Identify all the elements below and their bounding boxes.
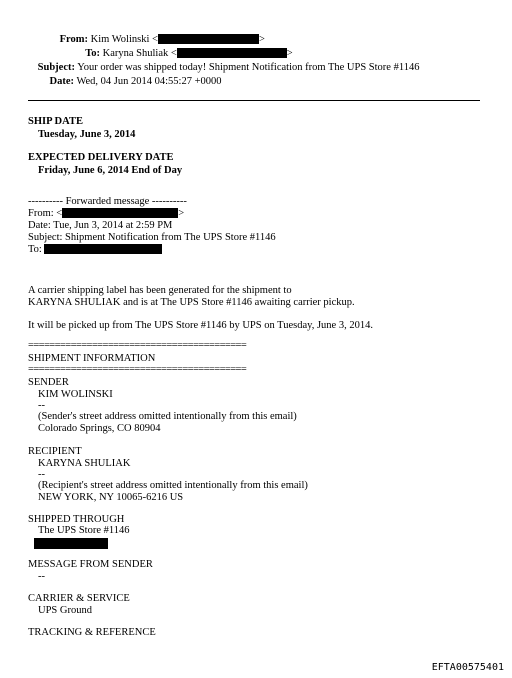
message-label: MESSAGE FROM SENDER (28, 559, 153, 570)
recipient-name: KARYNA SHULIAK (38, 458, 131, 469)
forwarded-subject: Subject: Shipment Notification from The UPS Store #1146 (28, 232, 276, 243)
forwarded-date: Date: Tue, Jun 3, 2014 at 2:59 PM (28, 220, 173, 231)
forwarded-to-label: To: (28, 244, 42, 255)
shipped-through-redaction (34, 537, 108, 550)
redaction-block (34, 538, 108, 549)
forwarded-from-label: From: < (28, 208, 63, 219)
header-from-line (20, 33, 265, 46)
document-id: EFTA00575401 (431, 662, 504, 673)
delivery-date-label: EXPECTED DELIVERY DATE (28, 152, 174, 163)
carrier-value: UPS Ground (38, 605, 92, 616)
sender-name: KIM WOLINSKI (38, 389, 113, 400)
sender-note: (Sender's street address omitted intentionally from this email) (38, 411, 297, 422)
separator-top: ========================================= (28, 340, 247, 351)
body-line-2: KARYNA SHULIAK and is at The UPS Store #1146 awaiting carrier pickup. (28, 297, 355, 308)
header-to-label: To: (85, 48, 100, 59)
shipment-title: SHIPMENT INFORMATION (28, 353, 156, 364)
header-from-lt: < (152, 34, 158, 45)
recipient-note: (Recipient's street address omitted intentionally from this email) (38, 480, 308, 491)
redaction-block (158, 34, 259, 44)
redaction-block (44, 244, 162, 254)
header-divider (28, 100, 480, 101)
separator-bottom: ========================================= (28, 364, 247, 375)
forwarded-heading: ---------- Forwarded message ---------- (28, 196, 187, 207)
ship-date-value: Tuesday, June 3, 2014 (38, 129, 136, 140)
header-to-lt: < (170, 48, 177, 59)
shipped-through-value: The UPS Store #1146 (38, 525, 130, 536)
recipient-city: NEW YORK, NY 10065-6216 US (38, 492, 184, 503)
tracking-label: TRACKING & REFERENCE (28, 627, 156, 638)
forwarded-to-line (28, 243, 162, 256)
ship-date-label: SHIP DATE (28, 116, 83, 127)
redaction-block (177, 48, 287, 58)
forwarded-from-close: > (178, 208, 185, 219)
carrier-label: CARRIER & SERVICE (28, 593, 130, 604)
body-line-1: A carrier shipping label has been generated for the shipment to (28, 285, 292, 296)
shipped-through-label: SHIPPED THROUGH (28, 514, 125, 525)
header-to-name: Karyna Shuliak (102, 48, 169, 59)
header-subject-line (20, 61, 419, 74)
header-to-line (20, 47, 293, 60)
header-date: Wed, 04 Jun 2014 04:55:27 +0000 (76, 76, 222, 87)
recipient-dash: -- (38, 469, 45, 480)
header-subject-label: Subject: (37, 62, 75, 73)
header-to-gt: > (286, 48, 293, 59)
header-from-label: From: (59, 34, 88, 45)
header-date-label: Date: (49, 76, 74, 87)
header-date-line (20, 75, 222, 88)
sender-label: SENDER (28, 377, 69, 388)
header-from-gt: > (258, 34, 265, 45)
message-value: -- (38, 571, 45, 582)
header-subject: Your order was shipped today! Shipment Notification from The UPS Store #1146 (77, 62, 420, 73)
delivery-date-value: Friday, June 6, 2014 End of Day (38, 165, 183, 176)
header-from-name: Kim Wolinski (90, 34, 150, 45)
redaction-block (62, 208, 178, 218)
body-line-3: It will be picked up from The UPS Store #1146 by UPS on Tuesday, June 3, 2014. (28, 320, 373, 331)
sender-city: Colorado Springs, CO 80904 (38, 423, 161, 434)
sender-dash: -- (38, 400, 45, 411)
recipient-label: RECIPIENT (28, 446, 82, 457)
